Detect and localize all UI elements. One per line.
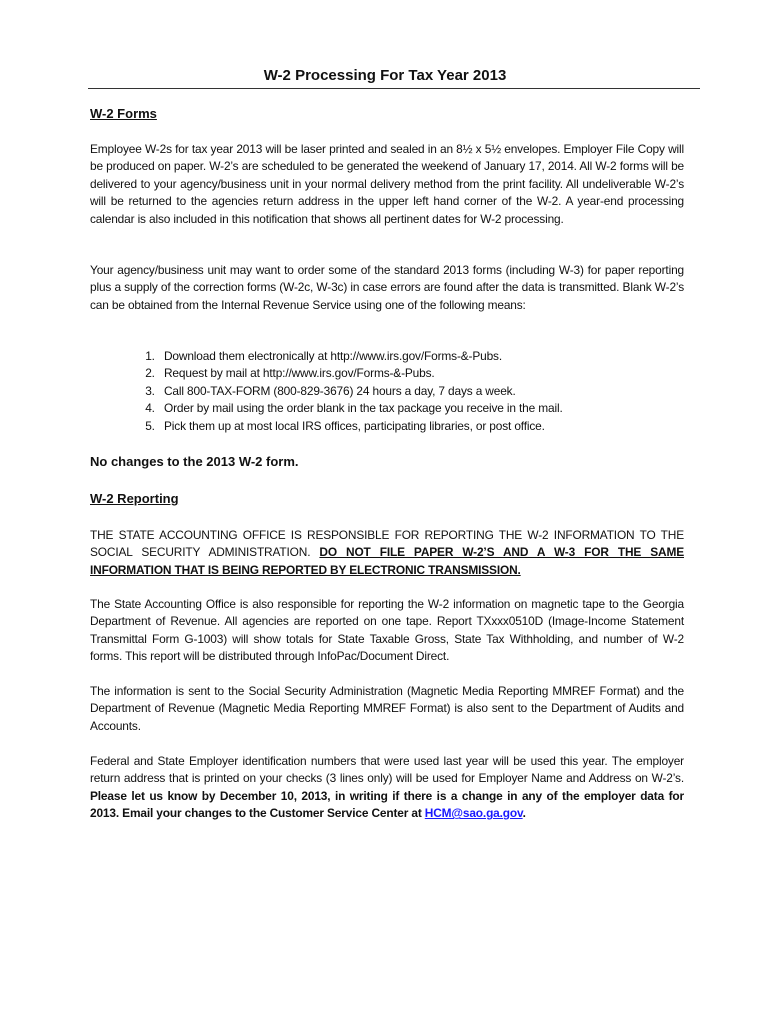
paragraph: The State Accounting Office is also responsible for reporting the W-2 information on magnetic tape to the Georgia Department of Revenue. All agencies are reported on one tape. Report TXxxx0510D (Image-Income Statement Transmittal Form G-1003) will show totals for State Taxable Gross, State Tax Withholding, and number of W-2 forms. This report will be distributed through InfoPac/Document Direct. bbox=[90, 597, 684, 664]
page-title: W-2 Processing For Tax Year 2013 bbox=[263, 67, 507, 84]
paragraph-text: THE STATE ACCOUNTING OFFICE IS RESPONSIBLE FOR REPORTING THE W-2 INFORMATION TO THE SOCIAL SECURITY ADMINISTRATION. bbox=[90, 528, 684, 560]
period: . bbox=[522, 806, 526, 821]
list-item: 2. Request by mail at http://www.irs.gov/Forms-&-Pubs. bbox=[158, 365, 684, 382]
warning-text: DO NOT FILE PAPER W-2’S AND A W-3 FOR THE SAME INFORMATION THAT IS BEING REPORTED BY ELECTRONIC TRANSMISSION. bbox=[90, 545, 684, 577]
paragraph: Your agency/business unit may want to order some of the standard 2013 forms (including W-3) for paper reporting plus a supply of the correction forms (W-2c, W-3c) in case errors are found after the data is transmitted. Blank W-2’s can be obtained from the Internal Revenue Service using one of the following means: bbox=[90, 263, 684, 312]
section-heading-w2-reporting: W-2 Reporting bbox=[90, 491, 179, 506]
paragraph-text: Federal and State Employer identification numbers that were used last year will be used this year. The employer return address that is printed on your checks (3 lines only) will be used for Employer Name and Address on W-2’s. bbox=[90, 754, 684, 786]
list-item: 5. Pick them up at most local IRS offices, participating libraries, or post office. bbox=[158, 418, 684, 435]
paragraph: The information is sent to the Social Security Administration (Magnetic Media Reporting MMREF Format) and the Department of Revenue (Magnetic Media Reporting MMREF Format) is also sent to the Department of Audits and Accounts. bbox=[90, 684, 684, 733]
ordering-list bbox=[90, 348, 684, 435]
deadline-text: Please let us know by December 10, 2013, in writing if there is a change in any of the employer data for 2013. Email your changes to the Customer Service Center at bbox=[90, 788, 684, 821]
no-changes-notice: No changes to the 2013 W-2 form. bbox=[90, 454, 299, 469]
section-heading-w2-forms: W-2 Forms bbox=[90, 106, 157, 121]
email-link[interactable]: HCM@sao.ga.gov bbox=[424, 806, 523, 821]
list-item: 4. Order by mail using the order blank in the tax package you receive in the mail. bbox=[158, 400, 684, 417]
list-item: 3. Call 800-TAX-FORM (800-829-3676) 24 hours a day, 7 days a week. bbox=[158, 383, 684, 400]
paragraph: Employee W-2s for tax year 2013 will be laser printed and sealed in an 8½ x 5½ envelopes. Employer File Copy will be produced on paper. W-2’s are scheduled to be generated the weekend of January 17, 2014. All W-2 forms will be delivered to your agency/business unit in your normal delivery method from the print facility. All undeliverable W-2’s will be returned to the agencies return address in the upper left hand corner of the W-2. A year-end processing calendar is also included in this notification that shows all pertinent dates for W-2 processing. bbox=[90, 142, 684, 226]
paragraph bbox=[90, 527, 684, 579]
paragraph bbox=[90, 753, 684, 823]
title-rule bbox=[88, 88, 700, 89]
list-item: 1. Download them electronically at http://www.irs.gov/Forms-&-Pubs. bbox=[158, 348, 684, 365]
